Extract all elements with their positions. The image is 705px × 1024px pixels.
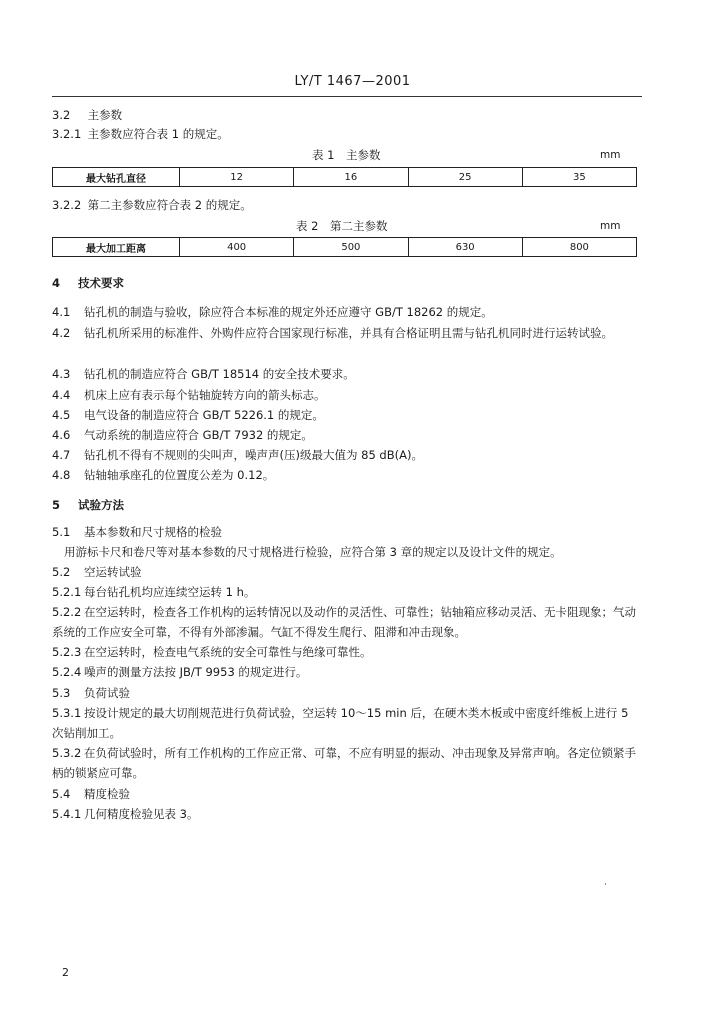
clause-text: 在负荷试验时，所有工作机构的工作应正常、可靠，不应有明显的振动、冲击现象及异常声响。各定位锁紧手柄的锁紧应可靠。: [52, 746, 636, 780]
section-number: 3.2: [52, 108, 71, 122]
clause-title: 精度检验: [84, 787, 130, 801]
section-5-heading: [52, 498, 124, 512]
clause-number: 4.4: [52, 388, 71, 402]
clause-text: 噪声的测量方法按 JB/T 9953 的规定进行。: [84, 665, 308, 679]
clause-5-1-text: 用游标卡尺和卷尺等对基本参数的尺寸规格进行检验，应符合第 3 章的规定以及设计文件的规定。: [64, 545, 562, 559]
clause-text: 钻孔机的制造应符合 GB/T 18514 的安全技术要求。: [84, 367, 355, 381]
header-rule: [52, 96, 642, 97]
section-number: 5: [52, 498, 61, 512]
clause-text: 气动系统的制造应符合 GB/T 7932 的规定。: [84, 428, 313, 442]
clause-number: 5.2.2: [52, 605, 82, 619]
table-2-caption: 表 2 第二主参数: [296, 219, 388, 233]
table-cell: 35: [522, 168, 636, 187]
clause-number: 3.2.2: [52, 198, 82, 212]
clause-number: 5.1: [52, 525, 71, 539]
table-row-header: 最大加工距离: [53, 238, 180, 257]
standard-header: LY/T 1467—2001: [294, 74, 411, 89]
clause-text: 主参数应符合表 1 的规定。: [87, 127, 229, 141]
clause-text: 钻孔机所采用的标准件、外购件应符合国家现行标准，并具有合格证明且需与钻孔机同时进行运转试验。: [84, 326, 613, 340]
clause-text: 按设计规定的最大切削规范进行负荷试验，空运转 10～15 min 后，在硬木类木板或中密度纤维板上进行 5 次钻削加工。: [52, 706, 629, 740]
clause-number: 5.2.4: [52, 665, 82, 679]
clause-title: 基本参数和尺寸规格的检验: [84, 525, 222, 539]
clause-text: 几何精度检验见表 3。: [84, 807, 199, 821]
table-row: [53, 168, 637, 187]
clause-5-2: [52, 562, 642, 582]
table-cell: 800: [522, 238, 636, 257]
table-1-main-parameters: [52, 167, 637, 187]
clause-text: 在空运转时，检查各工作机构的运转情况以及动作的灵活性、可靠性；钻轴箱应移动灵活、无卡阻现象；气动系统的工作应安全可靠，不得有外部渗漏。气缸不得发生爬行、阻滞和冲击现象。: [52, 605, 636, 639]
clause-number: 4.6: [52, 428, 71, 442]
clause-text: 钻孔机不得有不规则的尖叫声，噪声声(压)级最大值为 85 dB(A)。: [84, 448, 423, 462]
clause-5-4: [52, 784, 642, 804]
page-number: 2: [62, 966, 69, 979]
clause-5-2-2: [52, 602, 642, 642]
clause-3-2-1: [52, 127, 229, 141]
clause-number: 4.3: [52, 367, 71, 381]
clause-number: 5.2.3: [52, 645, 82, 659]
clause-5-1: [52, 522, 642, 542]
clause-text: 每台钻孔机均应连续空运转 1 h。: [84, 585, 256, 599]
clause-4-2: [52, 323, 642, 343]
clause-5-2-1: [52, 582, 642, 602]
clause-3-2-2: [52, 198, 252, 212]
clause-5-3-2: [52, 743, 642, 783]
clause-number: 4.2: [52, 326, 71, 340]
clause-5-3: [52, 683, 642, 703]
section-title: 试验方法: [78, 498, 125, 512]
clause-text: 在空运转时，检查电气系统的安全可靠性与绝缘可靠性。: [84, 645, 372, 659]
clause-number: 5.3.1: [52, 706, 82, 720]
table-cell: 400: [180, 238, 294, 257]
clause-number: 3.2.1: [52, 127, 82, 141]
clause-number: 5.4: [52, 787, 71, 801]
table-cell: 630: [408, 238, 522, 257]
clause-title: 空运转试验: [84, 565, 142, 579]
clause-number: 5.3.2: [52, 746, 82, 760]
table-1-caption: 表 1 主参数: [312, 148, 381, 162]
clause-text: 钻孔机的制造与验收，除应符合本标准的规定外还应遵守 GB/T 18262 的规定。: [84, 305, 493, 319]
clause-4-5: [52, 405, 642, 425]
scan-mark: ·: [604, 880, 607, 890]
table-cell: 12: [180, 168, 294, 187]
clause-title: 负荷试验: [84, 686, 130, 700]
clause-5-4-1: [52, 804, 642, 824]
clause-number: 4.8: [52, 468, 71, 482]
clause-number: 5.4.1: [52, 807, 82, 821]
clause-number: 5.2: [52, 565, 71, 579]
clause-number: 4.5: [52, 408, 71, 422]
section-4-heading: [52, 276, 124, 290]
clause-number: 4.7: [52, 448, 71, 462]
table-2-unit: mm: [600, 220, 621, 232]
table-cell: 16: [294, 168, 408, 187]
section-3-2-heading: [52, 108, 122, 122]
clause-4-4: [52, 385, 642, 405]
clause-text: 电气设备的制造应符合 GB/T 5226.1 的规定。: [84, 408, 324, 422]
table-row: [53, 238, 637, 257]
table-cell: 25: [408, 168, 522, 187]
clause-text: 钻轴轴承座孔的位置度公差为 0.12。: [84, 468, 275, 482]
section-title: 技术要求: [78, 276, 125, 290]
table-1-unit: mm: [600, 149, 621, 161]
clause-4-6: [52, 425, 642, 445]
section-number: 4: [52, 276, 61, 290]
clause-4-3: [52, 364, 642, 384]
clause-number: 4.1: [52, 305, 71, 319]
clause-4-8: [52, 465, 642, 485]
clause-5-3-1: [52, 703, 642, 743]
clause-4-7: [52, 445, 642, 465]
clause-number: 5.2.1: [52, 585, 82, 599]
clause-text: 机床上应有表示每个钻轴旋转方向的箭头标志。: [84, 388, 326, 402]
clause-5-2-4: [52, 662, 642, 682]
clause-text: 第二主参数应符合表 2 的规定。: [87, 198, 252, 212]
table-2-second-parameters: [52, 237, 637, 257]
clause-4-1: [52, 302, 642, 322]
clause-5-2-3: [52, 642, 642, 662]
clause-number: 5.3: [52, 686, 71, 700]
table-cell: 500: [294, 238, 408, 257]
table-row-header: 最大钻孔直径: [53, 168, 180, 187]
section-title: 主参数: [87, 108, 123, 122]
